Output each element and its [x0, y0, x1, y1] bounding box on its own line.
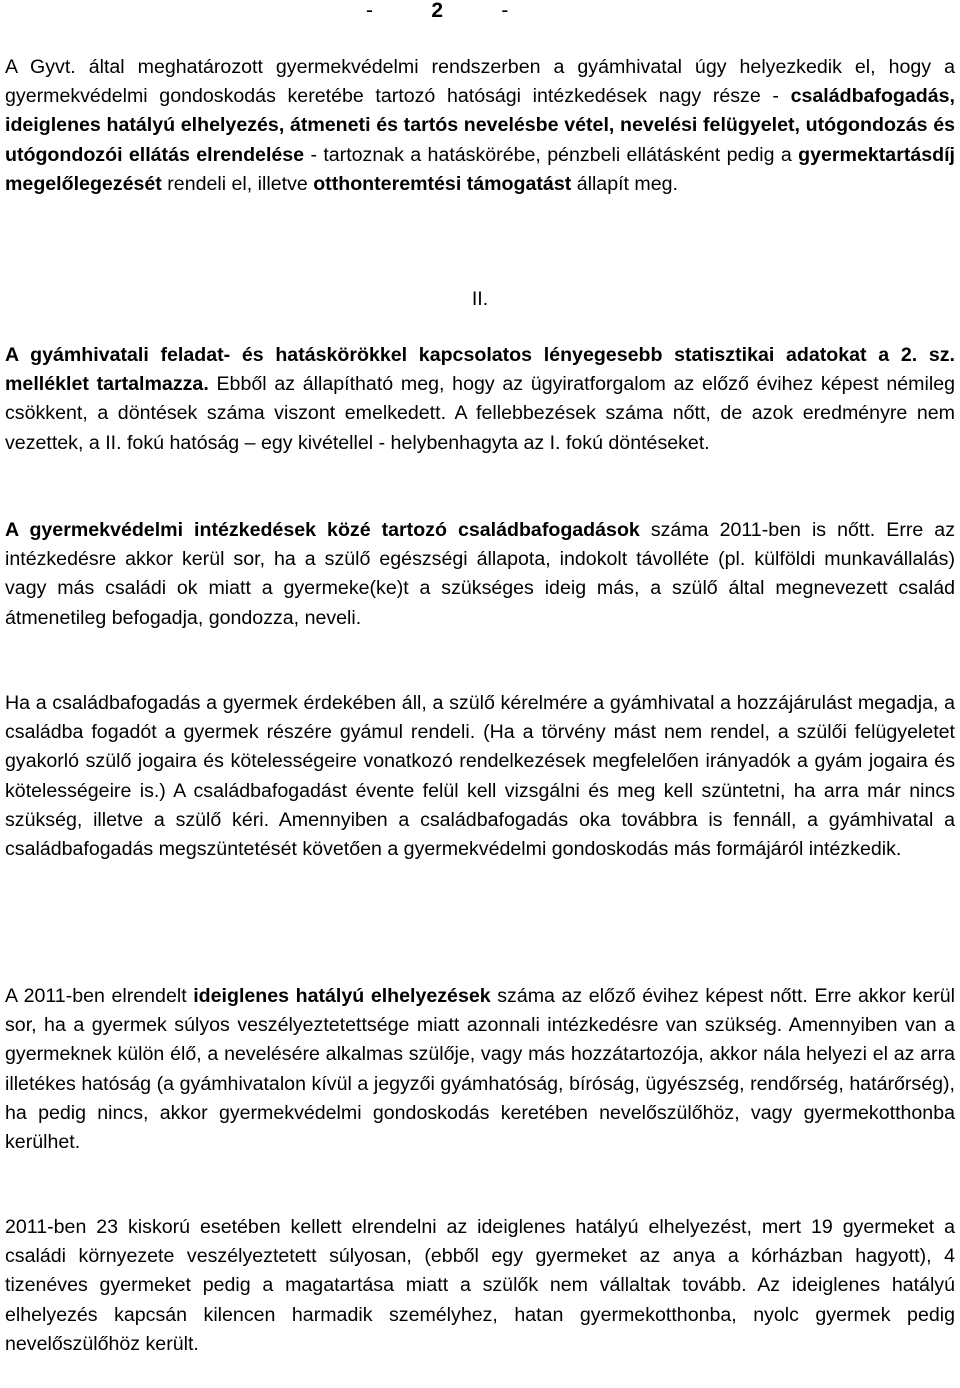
bold-text: otthonteremtési támogatást	[313, 172, 572, 195]
paragraph-text: száma az előző évihez képest nőtt. Erre akkor kerül sor, ha a gyermek súlyos veszélyeztetettsége miatt azonnali intézkedésre van szükség. Amennyiben van a gyermeknek külön élő, a nevelésére alkalmas szülője, vagy más hozzátartozója, akkor nála helyezi el az arra illetékes hatóság (a gyámhivatalon kívül a jegyzői gyámhatóság, bíróság, ügyészség, rendőrség, határőrség), ha pedig nincs, akkor gyermekvédelmi gondoskodás keretében nevelőszülőhöz, vagy gyermekotthonba kerülhet.	[5, 985, 955, 1154]
paragraph-gyvt-guardianship-role	[5, 53, 955, 199]
page-number: 2	[431, 0, 444, 22]
bold-text: gyermektartásdíj megelőlegezését	[5, 143, 955, 195]
paragraph-text: - tartoznak a hatáskörébe, pénzbeli ellátásként pedig a	[304, 143, 799, 166]
page-number-dash-left: -	[366, 0, 373, 22]
bold-text: A gyámhivatali feladat- és hatáskörökkel kapcsolatos lényegesebb statisztikai adatokat a 2. sz. melléklet tartalmazza.	[5, 344, 955, 396]
paragraph-foster-placement-procedure	[5, 689, 955, 864]
paragraph-text: rendeli el, illetve	[161, 172, 314, 195]
page-number-header	[366, 0, 508, 26]
paragraph-temporary-placements	[5, 982, 955, 1157]
page-number-dash-right: -	[501, 0, 509, 22]
paragraph-text: A Gyvt. által meghatározott gyermekvédelmi rendszerben a gyámhivatal úgy helyezkedik el, hogy a gyermekvédelmi gondoskodás keretébe tartozó hatósági intézkedések nagy része -	[5, 56, 955, 108]
bold-text: A gyermekvédelmi intézkedések közé tartozó családbafogadások	[5, 519, 640, 541]
paragraph-text: állapít meg.	[571, 172, 678, 195]
paragraph-statistics	[5, 341, 955, 458]
paragraph-text: Ebből az állapítható meg, hogy az ügyiratforgalom az előző évihez képest némileg csökkent, a döntések száma viszont emelkedett. A fellebbezések száma nőtt, de azok eredményre nem vezettek, a II. fokú hatóság – egy kivétellel - helybenhagyta az I. fokú döntéseket.	[5, 373, 955, 454]
paragraph-2011-placement-cases	[5, 1213, 955, 1359]
paragraph-text: A 2011-ben elrendelt	[5, 985, 194, 1007]
bold-text: családbafogadás, ideiglenes hatályú elhelyezés, átmeneti és tartós nevelésbe vétel, nevelési felügyelet, utógondozás és utógondozói ellátás elrendelése	[5, 85, 955, 166]
section-heading-numeral: II.	[471, 288, 489, 310]
paragraph-text: 2011-ben 23 kiskorú esetében kellett elrendelni az ideiglenes hatályú elhelyezést, mert 19 gyermeket a családi környezete veszélyeztetett súlyosan, (ebből egy gyermeket az anya a kórházban hagyott), 4 tizenéves gyermeket pedig a magatartása miatt a szülők nem vállaltak tovább. Az ideiglenes hatályú elhelyezés kapcsán kilencen harmadik személyhez, hatan gyermekotthonba, nyolc gyermek pedig nevelőszülőhöz került.	[5, 1216, 955, 1355]
paragraph-text: száma 2011-ben is nőtt. Erre az intézkedésre akkor kerül sor, ha a szülő egészségi állapota, indokolt távolléte (pl. külföldi munkavállalás) vagy más családi ok miatt a gyermeke(ke)t a szükséges ideig más, a szülő által megnevezett család átmenetileg befogadja, gondozza, neveli.	[5, 519, 955, 629]
paragraph-text: Ha a családbafogadás a gyermek érdekében áll, a szülő kérelmére a gyámhivatal a hozzájárulást megadja, a családba fogadót a gyermek részére gyámul rendeli. (Ha a törvény mást nem rendel, a szülői felügyeletet gyakorló szülő jogaira és kötelességeire vonatkozó rendelkezések megfelelően irányadók a gyám jogaira és kötelességeire is.) A családbafogadást évente felül kell vizsgálni és meg kell szüntetni, ha arra már nincs szükség, illetve a szülő kéri. Amennyiben a családbafogadás oka továbbra is fennáll, a gyámhivatal a családbafogadás megszüntetését követően a gyermekvédelmi gondoskodás más formájáról intézkedik.	[5, 692, 955, 861]
bold-text: ideiglenes hatályú elhelyezések	[193, 985, 491, 1007]
paragraph-family-foster-placements	[5, 516, 955, 633]
